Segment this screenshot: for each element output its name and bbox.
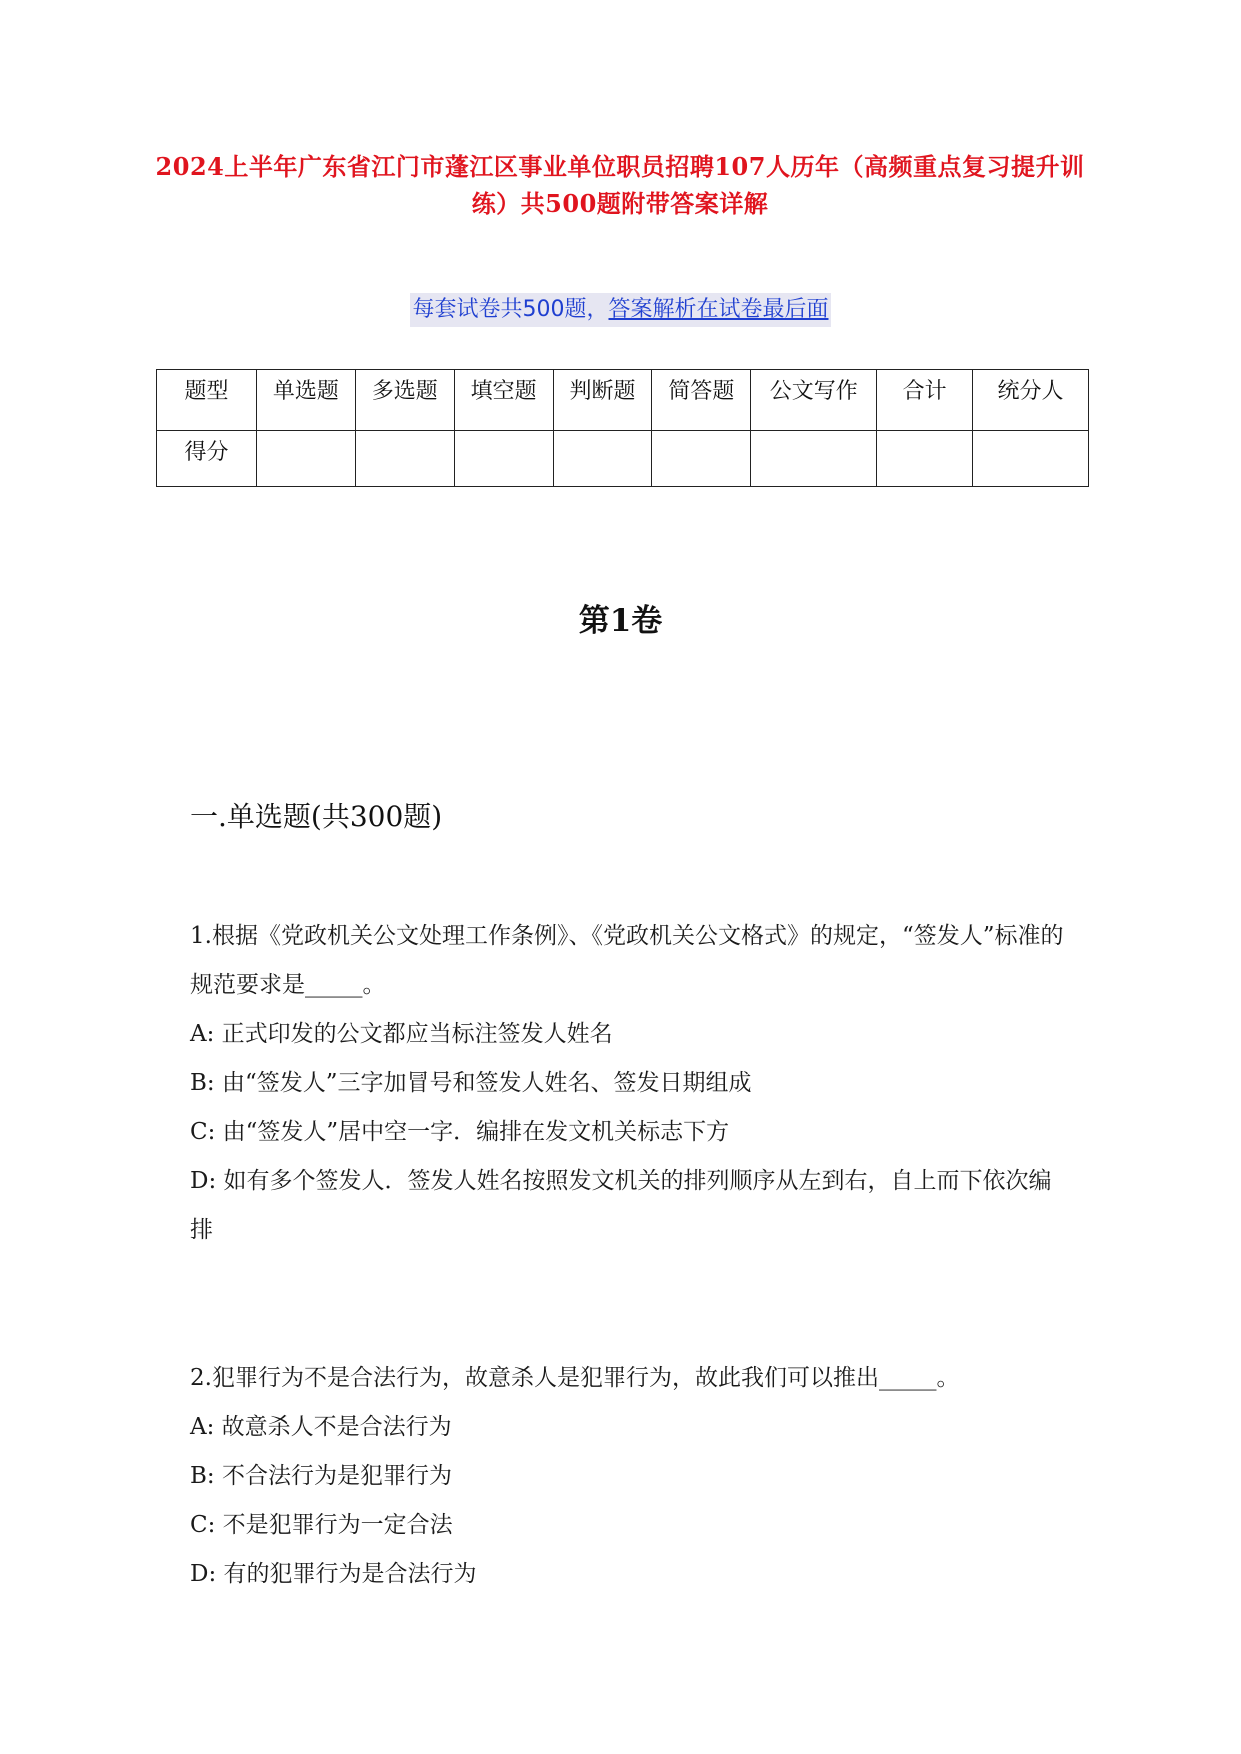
score-cell[interactable]	[877, 431, 973, 487]
score-cell[interactable]	[256, 431, 355, 487]
header-cell: 题型	[157, 370, 257, 431]
question-option: D: 如有多个签发人．签发人姓名按照发文机关的排列顺序从左到右，自上而下依次编排	[190, 1168, 1052, 1243]
header-cell: 合计	[877, 370, 973, 431]
question-block	[190, 1354, 1070, 1599]
volume-title: 第1卷	[578, 603, 663, 639]
header-cell: 判断题	[553, 370, 652, 431]
score-cell[interactable]	[652, 431, 751, 487]
document-title: 2024上半年广东省江门市蓬江区事业单位职员招聘107人历年（高频重点复习提升训练）共500题附带答案详解	[155, 152, 1085, 218]
score-cell[interactable]	[553, 431, 652, 487]
question-option: B: 由“签发人”三字加冒号和签发人姓名、签发日期组成	[190, 1070, 752, 1096]
score-table-score-row	[157, 431, 1089, 487]
header-cell: 填空题	[454, 370, 553, 431]
answer-location-link[interactable]: 答案解析在试卷最后面	[608, 297, 829, 322]
score-cell[interactable]	[751, 431, 877, 487]
score-cell[interactable]	[454, 431, 553, 487]
question-option: A: 故意杀人不是合法行为	[190, 1414, 452, 1440]
header-cell: 统分人	[973, 370, 1089, 431]
subtitle	[410, 293, 830, 327]
question-option: B: 不合法行为是犯罪行为	[190, 1463, 452, 1489]
score-table	[156, 369, 1089, 487]
header-cell: 多选题	[355, 370, 454, 431]
score-table-header-row	[157, 370, 1089, 431]
section-title: 一.单选题(共300题)	[190, 800, 443, 833]
header-cell: 公文写作	[751, 370, 877, 431]
question-option: A: 正式印发的公文都应当标注签发人姓名	[190, 1021, 613, 1047]
question-option: D: 有的犯罪行为是合法行为	[190, 1561, 477, 1587]
question-option: C: 由“签发人”居中空一字．编排在发文机关标志下方	[190, 1119, 730, 1145]
header-cell: 简答题	[652, 370, 751, 431]
subtitle-line	[0, 293, 1241, 327]
score-cell[interactable]	[973, 431, 1089, 487]
header-cell: 单选题	[256, 370, 355, 431]
subtitle-prefix: 每套试卷共500题，	[412, 297, 609, 322]
score-cell[interactable]	[355, 431, 454, 487]
question-stem: 1.根据《党政机关公文处理工作条例》、《党政机关公文格式》的规定，“签发人”标准的规范要求是_____。	[190, 923, 1064, 998]
score-row-label: 得分	[157, 431, 257, 487]
question-block	[190, 912, 1070, 1255]
question-stem: 2.犯罪行为不是合法行为，故意杀人是犯罪行为，故此我们可以推出_____。	[190, 1365, 960, 1391]
question-option: C: 不是犯罪行为一定合法	[190, 1512, 453, 1538]
